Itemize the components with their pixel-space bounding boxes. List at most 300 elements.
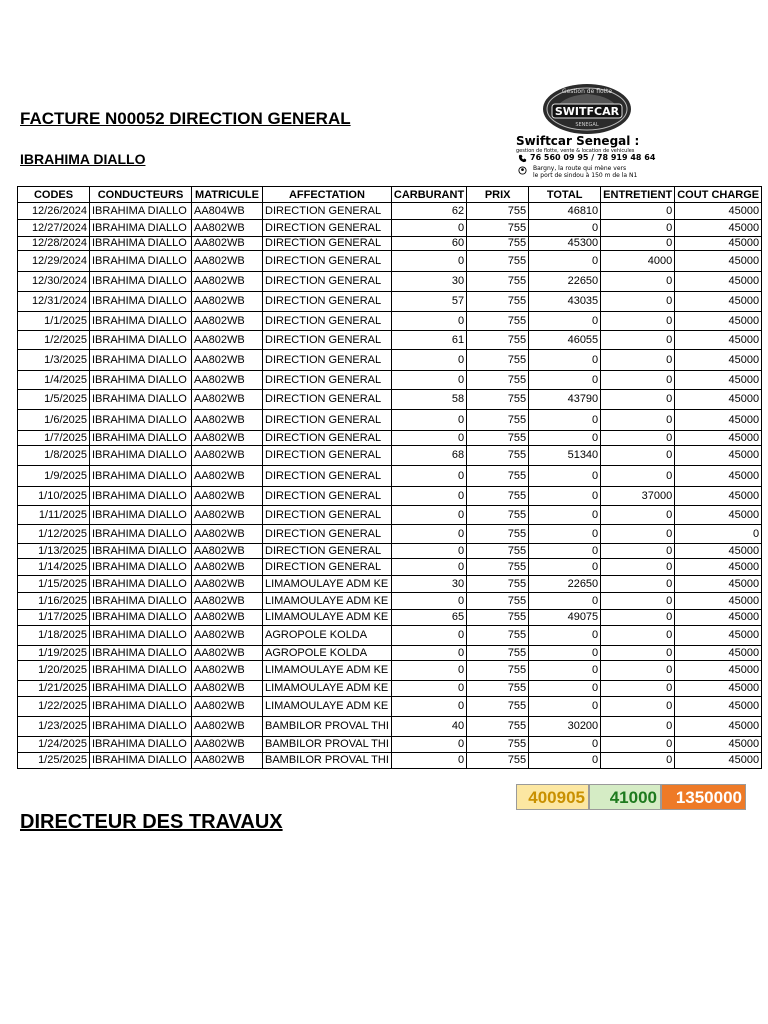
table-row	[18, 576, 762, 593]
cell-prix: 755	[467, 431, 529, 446]
header-carburant: CARBURANT	[391, 187, 466, 203]
cell-affectation: DIRECTION GENERAL	[263, 292, 392, 312]
cell-total: 46055	[529, 331, 601, 350]
cell-affectation: DIRECTION GENERAL	[263, 312, 392, 331]
cell-entretient: 0	[601, 576, 675, 593]
company-address-line2: le port de sindou à 150 m de la N1	[533, 172, 638, 179]
cell-cout-charge: 45000	[675, 717, 762, 737]
cell-cout-charge: 45000	[675, 203, 762, 220]
cell-carburant: 0	[391, 350, 466, 371]
cell-carburant: 0	[391, 410, 466, 431]
cell-conducteur: IBRAHIMA DIALLO	[90, 487, 192, 506]
cell-date: 1/20/2025	[18, 661, 90, 681]
cell-total: 30200	[529, 717, 601, 737]
cell-matricule: AA802WB	[192, 350, 263, 371]
cell-carburant: 0	[391, 697, 466, 717]
cell-carburant: 0	[391, 312, 466, 331]
cell-cout-charge: 45000	[675, 350, 762, 371]
cell-matricule: AA802WB	[192, 593, 263, 610]
table-row	[18, 446, 762, 466]
cell-carburant: 0	[391, 753, 466, 769]
cell-entretient: 0	[601, 220, 675, 237]
cell-cout-charge: 45000	[675, 544, 762, 559]
cell-entretient: 0	[601, 697, 675, 717]
cell-affectation: DIRECTION GENERAL	[263, 371, 392, 390]
cell-matricule: AA802WB	[192, 446, 263, 466]
cell-date: 1/14/2025	[18, 559, 90, 576]
cell-entretient: 0	[601, 237, 675, 251]
cell-affectation: AGROPOLE KOLDA	[263, 646, 392, 661]
cell-total: 0	[529, 661, 601, 681]
cell-carburant: 58	[391, 390, 466, 410]
cell-conducteur: IBRAHIMA DIALLO	[90, 753, 192, 769]
svg-text:Gestion de flotte: Gestion de flotte	[561, 88, 613, 95]
cell-cout-charge: 45000	[675, 646, 762, 661]
table-row	[18, 487, 762, 506]
cell-total: 0	[529, 544, 601, 559]
cell-entretient: 0	[601, 610, 675, 626]
cell-cout-charge: 45000	[675, 626, 762, 646]
cell-cout-charge: 45000	[675, 251, 762, 272]
cell-carburant: 0	[391, 220, 466, 237]
cell-prix: 755	[467, 576, 529, 593]
cell-cout-charge: 45000	[675, 292, 762, 312]
cell-date: 12/29/2024	[18, 251, 90, 272]
cell-entretient: 0	[601, 506, 675, 525]
table-row	[18, 525, 762, 544]
cell-conducteur: IBRAHIMA DIALLO	[90, 251, 192, 272]
svg-text:SWITFCAR: SWITFCAR	[554, 105, 620, 118]
cell-entretient: 0	[601, 646, 675, 661]
table-row	[18, 506, 762, 525]
cell-affectation: DIRECTION GENERAL	[263, 446, 392, 466]
header-conducteurs: CONDUCTEURS	[90, 187, 192, 203]
cell-matricule: AA802WB	[192, 559, 263, 576]
cell-conducteur: IBRAHIMA DIALLO	[90, 681, 192, 697]
cell-cout-charge: 45000	[675, 661, 762, 681]
cell-date: 1/8/2025	[18, 446, 90, 466]
cell-matricule: AA802WB	[192, 506, 263, 525]
cell-prix: 755	[467, 446, 529, 466]
cell-cout-charge: 45000	[675, 390, 762, 410]
grand-total-fuel: 400905	[516, 784, 589, 810]
header-prix: PRIX	[467, 187, 529, 203]
cell-entretient: 0	[601, 681, 675, 697]
table-body	[18, 203, 762, 769]
table-row	[18, 646, 762, 661]
cell-entretient: 0	[601, 626, 675, 646]
table-row	[18, 272, 762, 292]
cell-carburant: 0	[391, 371, 466, 390]
cell-affectation: DIRECTION GENERAL	[263, 350, 392, 371]
cell-date: 1/9/2025	[18, 466, 90, 487]
cell-matricule: AA802WB	[192, 737, 263, 753]
cell-entretient: 0	[601, 350, 675, 371]
cell-date: 1/17/2025	[18, 610, 90, 626]
cell-entretient: 0	[601, 371, 675, 390]
phone-icon	[518, 154, 527, 163]
cell-carburant: 62	[391, 203, 466, 220]
cell-entretient: 0	[601, 292, 675, 312]
cell-carburant: 57	[391, 292, 466, 312]
cell-conducteur: IBRAHIMA DIALLO	[90, 446, 192, 466]
cell-entretient: 0	[601, 753, 675, 769]
cell-carburant: 65	[391, 610, 466, 626]
cell-cout-charge: 45000	[675, 576, 762, 593]
cell-affectation: DIRECTION GENERAL	[263, 431, 392, 446]
cell-prix: 755	[467, 626, 529, 646]
cell-matricule: AA802WB	[192, 466, 263, 487]
cell-affectation: AGROPOLE KOLDA	[263, 626, 392, 646]
car-emblem-icon	[540, 82, 634, 136]
cell-matricule: AA802WB	[192, 237, 263, 251]
cell-entretient: 0	[601, 410, 675, 431]
cell-date: 1/24/2025	[18, 737, 90, 753]
cell-date: 12/30/2024	[18, 272, 90, 292]
cell-carburant: 30	[391, 576, 466, 593]
cell-affectation: LIMAMOULAYE ADM KE	[263, 681, 392, 697]
cell-carburant: 0	[391, 593, 466, 610]
cell-total: 0	[529, 646, 601, 661]
cell-date: 1/7/2025	[18, 431, 90, 446]
cell-total: 0	[529, 737, 601, 753]
cell-prix: 755	[467, 331, 529, 350]
cell-conducteur: IBRAHIMA DIALLO	[90, 506, 192, 525]
cell-prix: 755	[467, 717, 529, 737]
cell-total: 51340	[529, 446, 601, 466]
cell-total: 43790	[529, 390, 601, 410]
table-row	[18, 410, 762, 431]
cell-entretient: 0	[601, 390, 675, 410]
cell-entretient: 0	[601, 737, 675, 753]
cell-conducteur: IBRAHIMA DIALLO	[90, 272, 192, 292]
cell-entretient: 0	[601, 331, 675, 350]
cell-matricule: AA802WB	[192, 576, 263, 593]
cell-entretient: 4000	[601, 251, 675, 272]
cell-carburant: 0	[391, 431, 466, 446]
cell-date: 12/28/2024	[18, 237, 90, 251]
cell-matricule: AA802WB	[192, 371, 263, 390]
cell-matricule: AA802WB	[192, 661, 263, 681]
cell-prix: 755	[467, 350, 529, 371]
table-row	[18, 251, 762, 272]
cell-total: 0	[529, 487, 601, 506]
cell-prix: 755	[467, 220, 529, 237]
cell-date: 12/31/2024	[18, 292, 90, 312]
cell-affectation: LIMAMOULAYE ADM KE	[263, 697, 392, 717]
cell-affectation: DIRECTION GENERAL	[263, 525, 392, 544]
cell-entretient: 0	[601, 559, 675, 576]
cell-total: 0	[529, 466, 601, 487]
cell-affectation: DIRECTION GENERAL	[263, 203, 392, 220]
cell-affectation: DIRECTION GENERAL	[263, 410, 392, 431]
cell-prix: 755	[467, 525, 529, 544]
cell-prix: 755	[467, 737, 529, 753]
cell-affectation: LIMAMOULAYE ADM KE	[263, 661, 392, 681]
cell-total: 0	[529, 506, 601, 525]
cell-conducteur: IBRAHIMA DIALLO	[90, 593, 192, 610]
cell-total: 22650	[529, 576, 601, 593]
table-row	[18, 431, 762, 446]
cell-affectation: LIMAMOULAYE ADM KE	[263, 610, 392, 626]
cell-affectation: DIRECTION GENERAL	[263, 237, 392, 251]
header-entretient: ENTRETIENT	[601, 187, 675, 203]
cell-prix: 755	[467, 753, 529, 769]
cell-conducteur: IBRAHIMA DIALLO	[90, 646, 192, 661]
cell-date: 1/1/2025	[18, 312, 90, 331]
cell-cout-charge: 45000	[675, 331, 762, 350]
cell-affectation: DIRECTION GENERAL	[263, 251, 392, 272]
cell-conducteur: IBRAHIMA DIALLO	[90, 371, 192, 390]
footer-title: DIRECTEUR DES TRAVAUX	[20, 811, 283, 833]
table-row	[18, 681, 762, 697]
cell-date: 1/3/2025	[18, 350, 90, 371]
cell-total: 0	[529, 593, 601, 610]
cell-matricule: AA802WB	[192, 410, 263, 431]
company-address-line1: Bargny, la route qui mène vers	[533, 165, 627, 172]
cell-total: 0	[529, 431, 601, 446]
table-row	[18, 220, 762, 237]
table-row	[18, 559, 762, 576]
cell-date: 1/22/2025	[18, 697, 90, 717]
cell-entretient: 0	[601, 661, 675, 681]
cell-total: 45300	[529, 237, 601, 251]
cell-total: 46810	[529, 203, 601, 220]
cell-prix: 755	[467, 559, 529, 576]
table-row	[18, 292, 762, 312]
cell-date: 1/13/2025	[18, 544, 90, 559]
cell-conducteur: IBRAHIMA DIALLO	[90, 544, 192, 559]
cell-matricule: AA802WB	[192, 753, 263, 769]
cell-conducteur: IBRAHIMA DIALLO	[90, 466, 192, 487]
cell-matricule: AA802WB	[192, 487, 263, 506]
company-name: Swiftcar Senegal :	[516, 134, 640, 148]
table-row	[18, 626, 762, 646]
invoice-table	[17, 186, 762, 769]
cell-carburant: 0	[391, 661, 466, 681]
cell-date: 1/23/2025	[18, 717, 90, 737]
cell-matricule: AA802WB	[192, 292, 263, 312]
cell-carburant: 0	[391, 506, 466, 525]
table-row	[18, 753, 762, 769]
cell-carburant: 0	[391, 646, 466, 661]
cell-matricule: AA802WB	[192, 251, 263, 272]
table-row	[18, 593, 762, 610]
cell-carburant: 0	[391, 626, 466, 646]
cell-date: 1/12/2025	[18, 525, 90, 544]
cell-conducteur: IBRAHIMA DIALLO	[90, 410, 192, 431]
cell-cout-charge: 45000	[675, 737, 762, 753]
cell-matricule: AA802WB	[192, 626, 263, 646]
cell-matricule: AA802WB	[192, 331, 263, 350]
cell-date: 1/21/2025	[18, 681, 90, 697]
cell-carburant: 68	[391, 446, 466, 466]
cell-prix: 755	[467, 661, 529, 681]
cell-date: 1/15/2025	[18, 576, 90, 593]
cell-affectation: DIRECTION GENERAL	[263, 559, 392, 576]
cell-cout-charge: 45000	[675, 446, 762, 466]
cell-entretient: 0	[601, 525, 675, 544]
table-row	[18, 237, 762, 251]
header-matricule: MATRICULE	[192, 187, 263, 203]
cell-cout-charge: 45000	[675, 272, 762, 292]
cell-total: 43035	[529, 292, 601, 312]
cell-cout-charge: 45000	[675, 753, 762, 769]
grand-total-cout-charge: 1350000	[661, 784, 746, 810]
cell-total: 0	[529, 251, 601, 272]
cell-affectation: BAMBILOR PROVAL THI	[263, 717, 392, 737]
cell-date: 1/16/2025	[18, 593, 90, 610]
cell-entretient: 0	[601, 272, 675, 292]
cell-entretient: 0	[601, 312, 675, 331]
cell-conducteur: IBRAHIMA DIALLO	[90, 431, 192, 446]
table-row	[18, 466, 762, 487]
table-row	[18, 371, 762, 390]
cell-matricule: AA802WB	[192, 390, 263, 410]
cell-matricule: AA802WB	[192, 312, 263, 331]
header-total: TOTAL	[529, 187, 601, 203]
table-row	[18, 331, 762, 350]
cell-prix: 755	[467, 371, 529, 390]
cell-matricule: AA802WB	[192, 220, 263, 237]
cell-matricule: AA802WB	[192, 525, 263, 544]
cell-date: 1/6/2025	[18, 410, 90, 431]
cell-total: 0	[529, 350, 601, 371]
cell-matricule: AA802WB	[192, 272, 263, 292]
cell-cout-charge: 45000	[675, 371, 762, 390]
cell-prix: 755	[467, 292, 529, 312]
cell-conducteur: IBRAHIMA DIALLO	[90, 525, 192, 544]
cell-cout-charge: 45000	[675, 506, 762, 525]
cell-cout-charge: 45000	[675, 593, 762, 610]
cell-cout-charge: 0	[675, 525, 762, 544]
company-phone: 76 560 09 95 / 78 919 48 64	[530, 153, 656, 162]
cell-prix: 755	[467, 610, 529, 626]
cell-total: 0	[529, 371, 601, 390]
cell-conducteur: IBRAHIMA DIALLO	[90, 717, 192, 737]
cell-total: 0	[529, 697, 601, 717]
cell-entretient: 0	[601, 203, 675, 220]
table-row	[18, 661, 762, 681]
cell-carburant: 61	[391, 331, 466, 350]
cell-affectation: DIRECTION GENERAL	[263, 331, 392, 350]
invoice-title: FACTURE N00052 DIRECTION GENERAL	[20, 109, 351, 128]
cell-total: 0	[529, 312, 601, 331]
cell-carburant: 0	[391, 525, 466, 544]
cell-conducteur: IBRAHIMA DIALLO	[90, 331, 192, 350]
header-codes: CODES	[18, 187, 90, 203]
cell-prix: 755	[467, 312, 529, 331]
cell-matricule: AA802WB	[192, 544, 263, 559]
cell-total: 0	[529, 626, 601, 646]
cell-conducteur: IBRAHIMA DIALLO	[90, 237, 192, 251]
cell-conducteur: IBRAHIMA DIALLO	[90, 576, 192, 593]
cell-carburant: 0	[391, 487, 466, 506]
cell-affectation: LIMAMOULAYE ADM KE	[263, 593, 392, 610]
cell-date: 1/25/2025	[18, 753, 90, 769]
cell-carburant: 0	[391, 559, 466, 576]
cell-total: 0	[529, 681, 601, 697]
cell-carburant: 0	[391, 544, 466, 559]
cell-total: 0	[529, 753, 601, 769]
cell-prix: 755	[467, 646, 529, 661]
cell-matricule: AA802WB	[192, 717, 263, 737]
cell-date: 1/10/2025	[18, 487, 90, 506]
cell-affectation: BAMBILOR PROVAL THI	[263, 737, 392, 753]
cell-entretient: 0	[601, 544, 675, 559]
company-tagline: gestion de flotte, vente & location de vehicules	[516, 148, 635, 154]
cell-affectation: BAMBILOR PROVAL THI	[263, 753, 392, 769]
table-row	[18, 697, 762, 717]
cell-cout-charge: 45000	[675, 681, 762, 697]
cell-entretient: 37000	[601, 487, 675, 506]
cell-cout-charge: 45000	[675, 410, 762, 431]
cell-prix: 755	[467, 697, 529, 717]
cell-date: 1/2/2025	[18, 331, 90, 350]
cell-prix: 755	[467, 410, 529, 431]
cell-prix: 755	[467, 203, 529, 220]
cell-conducteur: IBRAHIMA DIALLO	[90, 737, 192, 753]
table-row	[18, 610, 762, 626]
cell-conducteur: IBRAHIMA DIALLO	[90, 559, 192, 576]
cell-total: 0	[529, 410, 601, 431]
cell-conducteur: IBRAHIMA DIALLO	[90, 350, 192, 371]
cell-carburant: 40	[391, 717, 466, 737]
cell-carburant: 0	[391, 737, 466, 753]
cell-prix: 755	[467, 593, 529, 610]
cell-affectation: LIMAMOULAYE ADM KE	[263, 576, 392, 593]
cell-affectation: DIRECTION GENERAL	[263, 506, 392, 525]
cell-carburant: 60	[391, 237, 466, 251]
cell-entretient: 0	[601, 593, 675, 610]
table-row	[18, 717, 762, 737]
cell-affectation: DIRECTION GENERAL	[263, 466, 392, 487]
cell-cout-charge: 45000	[675, 466, 762, 487]
table-row	[18, 390, 762, 410]
cell-conducteur: IBRAHIMA DIALLO	[90, 390, 192, 410]
cell-matricule: AA804WB	[192, 203, 263, 220]
cell-date: 12/26/2024	[18, 203, 90, 220]
location-pin-icon	[518, 166, 527, 175]
cell-prix: 755	[467, 506, 529, 525]
cell-carburant: 30	[391, 272, 466, 292]
cell-total: 0	[529, 525, 601, 544]
cell-matricule: AA802WB	[192, 431, 263, 446]
cell-affectation: DIRECTION GENERAL	[263, 272, 392, 292]
cell-date: 1/5/2025	[18, 390, 90, 410]
cell-prix: 755	[467, 272, 529, 292]
cell-date: 1/19/2025	[18, 646, 90, 661]
cell-total: 22650	[529, 272, 601, 292]
cell-conducteur: IBRAHIMA DIALLO	[90, 610, 192, 626]
cell-affectation: DIRECTION GENERAL	[263, 220, 392, 237]
cell-cout-charge: 45000	[675, 220, 762, 237]
table-row	[18, 544, 762, 559]
cell-prix: 755	[467, 237, 529, 251]
cell-affectation: DIRECTION GENERAL	[263, 487, 392, 506]
cell-prix: 755	[467, 466, 529, 487]
company-logo	[514, 82, 662, 180]
cell-conducteur: IBRAHIMA DIALLO	[90, 661, 192, 681]
cell-affectation: DIRECTION GENERAL	[263, 390, 392, 410]
table-row	[18, 203, 762, 220]
cell-carburant: 0	[391, 681, 466, 697]
cell-prix: 755	[467, 487, 529, 506]
cell-matricule: AA802WB	[192, 646, 263, 661]
cell-matricule: AA802WB	[192, 610, 263, 626]
cell-cout-charge: 45000	[675, 237, 762, 251]
cell-cout-charge: 45000	[675, 559, 762, 576]
